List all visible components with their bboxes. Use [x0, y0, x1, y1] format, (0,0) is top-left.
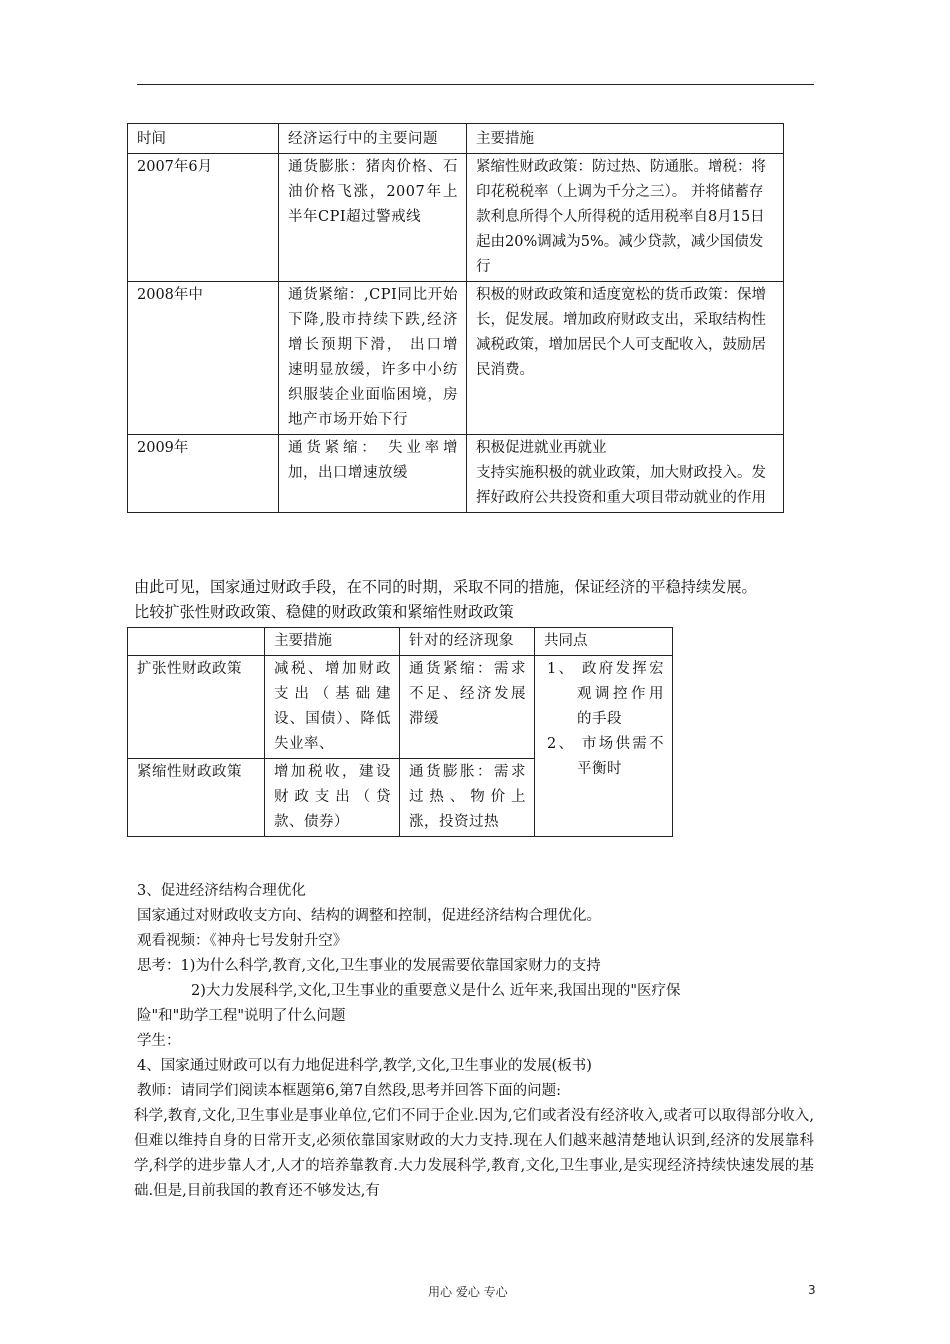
table-row [128, 282, 784, 435]
common-points [535, 656, 673, 837]
header-rule [137, 84, 814, 85]
row-measures [467, 435, 784, 513]
measures-line-1: 积极促进就业再就业 [476, 440, 607, 456]
page-number: 3 [808, 1283, 816, 1297]
policy-name: 扩张性财政政策 [128, 656, 265, 759]
think-question-1: 思考：1)为什么科学,教育,文化,卫生事业的发展需要依靠国家财力的支持 [137, 958, 601, 974]
policy-name: 紧缩性财政政策 [128, 759, 265, 837]
row-time: 2008年中 [128, 282, 279, 435]
video-line: 观看视频：《神舟七号发射升空》 [137, 933, 348, 949]
header-main-measures: 主要措施 [265, 628, 400, 656]
header-measures: 主要措施 [467, 124, 784, 154]
section-3-title: 3、促进经济结构合理优化 [137, 883, 306, 899]
header-problem: 经济运行中的主要问题 [279, 124, 467, 154]
policy-comparison-table [127, 627, 673, 837]
table-row [128, 435, 784, 513]
row-measures: 积极的财政政策和适度宽松的货币政策：保增长，促发展。增加政府财政支出，采取结构性减税政策，增加居民个人可支配收入，鼓励居民消费。 [467, 282, 784, 435]
header-blank [128, 628, 265, 656]
measures-line-2: 支持实施积极的就业政策，加大财政投入。发挥好政府公共投资和重大项目带动就业的作用 [476, 465, 766, 506]
table-row [128, 656, 673, 759]
policy-phenomenon: 通货膨胀：需求过热、物价上涨，投资过热 [400, 759, 535, 837]
think-question-2-cont: 险"和"助学工程"说明了什么问题 [137, 1008, 346, 1024]
row-problem: 通货膨胀：猪肉价格、石油价格飞涨，2007年上半年CPI超过警戒线 [279, 154, 467, 282]
economic-measures-table [127, 123, 784, 513]
policy-measures: 增加税收，建设财政支出（贷款、债券） [265, 759, 400, 837]
row-problem: 通货紧缩：,CPI同比开始下降,股市持续下跌,经济增长预期下滑， 出口增速明显放缓，许多中小纺织服装企业面临困境，房地产市场开始下行 [279, 282, 467, 435]
row-time: 2007年6月 [128, 154, 279, 282]
think-question-2: 2)大力发展科学,文化,卫生事业的重要意义是什么 近年来,我国出现的"医疗保 [191, 983, 681, 999]
header-phenomenon: 针对的经济现象 [400, 628, 535, 656]
header-common: 共同点 [535, 628, 673, 656]
compare-title: 比较扩张性财政政策、稳健的财政政策和紧缩性财政政策 [134, 603, 514, 621]
teacher-line: 教师：请同学们阅读本框题第6,第7自然段,思考并回答下面的问题: [137, 1083, 562, 1099]
table-header-row [128, 628, 673, 656]
row-problem: 通货紧缩： 失业率增加，出口增速放缓 [279, 435, 467, 513]
section-4-title: 4、国家通过财政可以有力地促进科学,教学,文化,卫生事业的发展(板书) [137, 1058, 592, 1074]
row-measures: 紧缩性财政政策：防过热、防通胀。增税：将印花税税率（上调为千分之三）。 并将储蓄存款利息所得个人所得税的适用税率自8月15日起由20%调减为5%。减少贷款，减少国债发行 [467, 154, 784, 282]
common-point-1: 1、 政府发挥宏观调控作用的手段 [547, 661, 664, 727]
footer-motto: 用心 爱心 专心 [428, 1285, 508, 1299]
body-paragraph: 科学,教育,文化,卫生事业是事业单位,它们不同于企业.因为,它们或者没有经济收入,或者可以取得部分收入,但难以维持自身的日常开支,必须依靠国家财政的大力支持.现在人们越来越清楚地认识到,经济的发展靠科学,科学的进步靠人才,人才的培养靠教育.大力发展科学,教育,文化,卫生事业,是实现经济持续快速发展的基础.但是,目前我国的教育还不够发达,有 [134, 1108, 814, 1199]
conclusion-text: 由此可见，国家通过财政手段，在不同的时期，采取不同的措施，保证经济的平稳持续发展。 [134, 578, 757, 596]
section-3-text: 国家通过对财政收支方向、结构的调整和控制，促进经济结构合理优化。 [137, 908, 601, 924]
table-row [128, 154, 784, 282]
student-line: 学生： [137, 1033, 181, 1049]
policy-phenomenon: 通货紧缩：需求不足、经济发展滞缓 [400, 656, 535, 759]
policy-measures: 减税、增加财政支出（基础建设、国债）、降低失业率、 [265, 656, 400, 759]
row-time: 2009年 [128, 435, 279, 513]
header-time: 时间 [128, 124, 279, 154]
table-header-row [128, 124, 784, 154]
common-point-2: 2、 市场供需不平衡时 [547, 736, 664, 777]
